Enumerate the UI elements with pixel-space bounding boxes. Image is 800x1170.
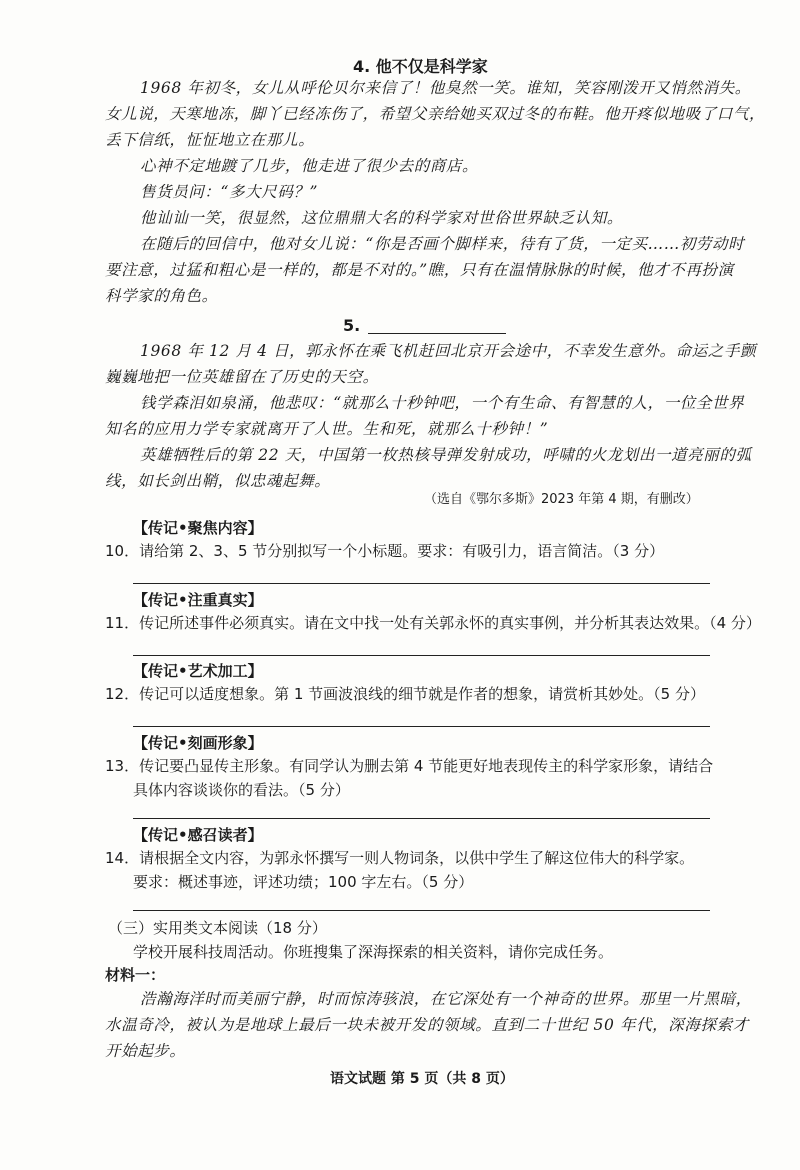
question-14-requirement: 要求：概述事迹，评述功绩；100 字左右。（5 分） bbox=[133, 873, 474, 891]
part-3-intro: 学校开展科技周活动。你班搜集了深海探索的相关资料，请你完成任务。 bbox=[133, 943, 614, 961]
question-14-text: 14．请根据全文内容，为郭永怀撰写一则人物词条，以供中学生了解这位伟大的科学家。 bbox=[105, 849, 695, 867]
paragraph-line: 知名的应用力学专家就离开了人世。生和死，就那么十秒钟！” bbox=[105, 420, 549, 438]
paragraph-line: 浩瀚海洋时而美丽宁静，时而惊涛骇浪，在它深处有一个神奇的世界。那里一片黑暗， bbox=[140, 990, 752, 1008]
paragraph-line: 水温奇冷，被认为是地球上最后一块未被开发的领域。直到二十世纪 50 年代，深海探索才 bbox=[105, 1016, 749, 1034]
paragraph-line: 1968 年 12 月 4 日，郭永怀在乘飞机赶回北京开会途中，不幸发生意外。命运之手颤 bbox=[140, 342, 757, 360]
source-citation: （选自《鄂尔多斯》2023 年第 4 期，有删改） bbox=[424, 492, 699, 507]
section-5-number: 5. bbox=[343, 316, 361, 335]
question-13-text-cont: 具体内容谈谈你的看法。（5 分） bbox=[133, 781, 350, 799]
question-12-text: 12．传记可以适度想象。第 1 节画波浪线的细节就是作者的想象，请赏析其妙处。（5 分） bbox=[105, 685, 705, 703]
paragraph-line: 他讪讪一笑，很显然，这位鼎鼎大名的科学家对世俗世界缺乏认知。 bbox=[140, 209, 624, 227]
section-4-title: 4. 他不仅是科学家 bbox=[353, 57, 488, 76]
part-3-heading: （三）实用类文本阅读（18 分） bbox=[108, 919, 327, 937]
page-footer: 语文试题 第 5 页（共 8 页） bbox=[330, 1071, 514, 1087]
paragraph-line: 在随后的回信中，他对女儿说：“你是否画个脚样来，待有了货，一定买……初劳动时 bbox=[140, 235, 745, 253]
question-10-tag: 【传记•聚焦内容】 bbox=[133, 519, 263, 537]
answer-line-11 bbox=[133, 655, 710, 656]
paragraph-line: 要注意，过猛和粗心是一样的，都是不对的。”瞧，只有在温情脉脉的时候，他才不再扮演 bbox=[105, 261, 734, 279]
answer-line-13 bbox=[133, 818, 710, 819]
material-1-label: 材料一： bbox=[105, 966, 166, 984]
paragraph-line: 开始起步。 bbox=[105, 1042, 186, 1060]
paragraph-line: 心神不定地踱了几步，他走进了很少去的商店。 bbox=[140, 157, 479, 175]
question-14-tag: 【传记•感召读者】 bbox=[133, 826, 263, 844]
question-11-tag: 【传记•注重真实】 bbox=[133, 591, 263, 609]
paragraph-line: 丢下信纸，怔怔地立在那儿。 bbox=[105, 131, 315, 149]
question-13-text: 13．传记要凸显传主形象。有同学认为删去第 4 节能更好地表现传主的科学家形象，请结合 bbox=[105, 757, 714, 775]
question-10-text: 10．请给第 2、3、5 节分别拟写一个小标题。要求：有吸引力，语言简洁。（3 分） bbox=[105, 542, 665, 560]
answer-line-10 bbox=[133, 583, 710, 584]
paragraph-line: 女儿说，天寒地冻，脚丫已经冻伤了，希望父亲给她买双过冬的布鞋。他开疼似地吸了口气， bbox=[105, 105, 766, 123]
paragraph-line: 售货员问：“多大尺码？” bbox=[140, 183, 319, 201]
paragraph-line: 1968 年初冬，女儿从呼伦贝尔来信了！他臭然一笑。谁知，笑容刚泼开又悄然消失。 bbox=[140, 79, 751, 97]
section-5-title-blank bbox=[368, 333, 506, 334]
paragraph-line: 钱学森泪如泉涌，他悲叹：“就那么十秒钟吧，一个有生命、有智慧的人，一位全世界 bbox=[140, 394, 745, 412]
paragraph-line: 巍巍地把一位英雄留在了历史的天空。 bbox=[105, 368, 379, 386]
answer-line-14 bbox=[133, 910, 710, 911]
paragraph-line: 科学家的角色。 bbox=[105, 287, 218, 305]
paragraph-line: 线，如长剑出鞘，似忠魂起舞。 bbox=[105, 472, 331, 490]
answer-line-12 bbox=[133, 726, 710, 727]
paragraph-line: 英雄牺牲后的第 22 天，中国第一枚热核导弹发射成功，呼啸的火龙划出一道亮丽的弧 bbox=[140, 446, 752, 464]
question-13-tag: 【传记•刻画形象】 bbox=[133, 734, 263, 752]
question-12-tag: 【传记•艺术加工】 bbox=[133, 662, 263, 680]
question-11-text: 11．传记所述事件必须真实。请在文中找一处有关郭永怀的真实事例，并分析其表达效果。（4 分） bbox=[105, 614, 761, 632]
